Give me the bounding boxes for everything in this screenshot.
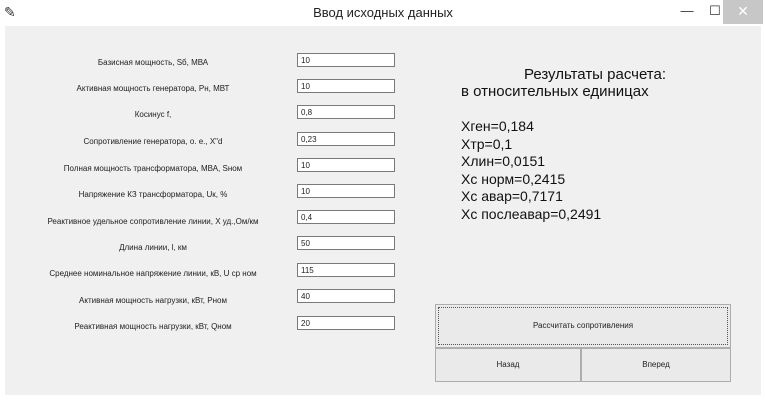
result-x-tr: Хтр=0,1 [461, 136, 513, 152]
label-load-active-power: Активная мощность нагрузки, кВт, Рном [79, 296, 227, 305]
label-load-reactive-power: Реактивная мощность нагрузки, кВт, Qном [74, 322, 232, 331]
input-line-length[interactable]: 50 [297, 236, 395, 250]
label-cosine: Косинус f, [134, 110, 172, 119]
input-load-active-power[interactable]: 40 [297, 289, 395, 303]
title-bar[interactable] [0, 0, 766, 26]
calculate-button[interactable]: Рассчитать сопротивления [435, 304, 731, 348]
result-x-lin: Хлин=0,0151 [461, 153, 546, 169]
close-icon[interactable]: ✕ [723, 0, 763, 24]
label-transformer-sc-voltage: Напряжение КЗ трансформатора, Uк, % [78, 190, 228, 199]
minimize-icon[interactable]: — [680, 3, 694, 18]
label-line-voltage: Среднее номинальное напряжение линии, кВ, U ср ном [49, 269, 257, 278]
results-subtitle: в относительных единицах [461, 83, 649, 100]
label-generator-reactance: Сопротивление генератора, о. е., X"d [83, 137, 223, 146]
label-generator-active-power: Активная мощность генератора, Рн, МВТ [76, 84, 230, 93]
input-line-reactance[interactable]: 0,4 [297, 210, 395, 224]
input-transformer-power[interactable]: 10 [297, 158, 395, 172]
label-line-length: Длина линии, l, км [119, 243, 187, 252]
input-base-power[interactable]: 10 [297, 53, 395, 67]
result-xc-norm: Хс норм=0,2415 [461, 171, 566, 187]
maximize-icon[interactable]: ☐ [709, 3, 721, 18]
back-button[interactable]: Назад [435, 348, 581, 382]
result-x-gen: Хген=0,184 [461, 118, 534, 134]
input-line-voltage[interactable]: 115 [297, 263, 395, 277]
input-transformer-sc-voltage[interactable]: 10 [297, 184, 395, 198]
feather-app-icon: ✎ [4, 4, 16, 20]
results-panel [445, 66, 745, 101]
input-generator-reactance[interactable]: 0,23 [297, 132, 395, 146]
result-xc-postavar: Хс послеавар=0,2491 [461, 206, 602, 222]
input-cosine[interactable]: 0,8 [297, 105, 395, 119]
label-base-power: Базисная мощность, Sб, МВА [97, 58, 209, 67]
label-line-reactance: Реактивное удельное сопротивление линии, X уд.,Ом/км [47, 217, 259, 226]
result-xc-avar: Хс авар=0,7171 [461, 188, 563, 204]
forward-button[interactable]: Вперед [581, 348, 731, 382]
client-area [5, 26, 761, 395]
input-load-reactive-power[interactable]: 20 [297, 316, 395, 330]
results-title: Результаты расчета: [523, 66, 667, 83]
label-transformer-power: Полная мощность трансформатора, МВА, Sном [63, 164, 243, 173]
input-generator-active-power[interactable]: 10 [297, 79, 395, 93]
window-title: Ввод исходных данных [313, 5, 453, 20]
